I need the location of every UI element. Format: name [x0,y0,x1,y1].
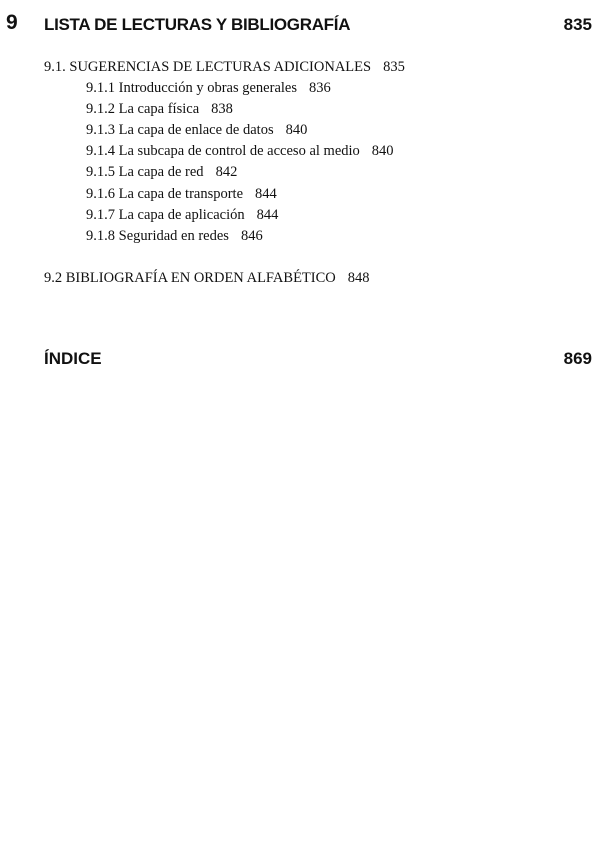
section-page: 835 [383,59,405,75]
subsection-title: La capa de red [118,164,204,180]
subsection-number: 9.1.8 [86,228,115,244]
subsection-title: La capa de enlace de datos [118,122,274,138]
subsection-number: 9.1.5 [86,164,115,180]
toc-subsection [86,80,331,97]
toc-section-9-1 [44,59,405,76]
section-page: 848 [347,270,370,286]
toc-subsection [86,186,277,203]
subsection-title: La capa física [118,101,200,117]
subsection-title: La capa de aplicación [118,207,245,223]
toc-subsection [86,207,278,224]
section-title: SUGERENCIAS DE LECTURAS ADICIONALES [69,59,372,75]
subsection-page: 844 [255,186,277,202]
subsection-page: 836 [309,80,331,96]
toc-subsection [86,164,237,181]
chapter-heading [6,11,592,37]
toc-subsection [86,143,394,160]
chapter-page-number: 835 [563,15,592,34]
subsection-page: 840 [285,122,308,138]
subsection-page: 842 [215,164,238,180]
section-number: 9.1. [44,59,66,75]
toc-subsection [86,228,263,245]
subsection-number: 9.1.4 [86,143,115,159]
index-title: ÍNDICE [44,349,102,368]
index-heading [44,349,592,373]
chapter-title: LISTA DE LECTURAS Y BIBLIOGRAFÍA [44,15,351,34]
subsection-title: Introducción y obras generales [118,80,297,96]
subsection-number: 9.1.7 [86,207,115,223]
toc-subsection [86,101,233,118]
subsection-number: 9.1.6 [86,186,115,202]
index-page-number: 869 [563,349,592,368]
subsection-page: 840 [371,143,394,159]
section-number: 9.2 [44,270,63,286]
subsection-number: 9.1.2 [86,101,115,117]
subsection-title: Seguridad en redes [118,228,229,244]
subsection-page: 846 [240,228,263,244]
subsection-title: La capa de transporte [118,186,244,202]
toc-subsection [86,122,307,139]
subsection-number: 9.1.3 [86,122,115,138]
section-title: BIBLIOGRAFÍA EN ORDEN ALFABÉTICO [65,270,336,286]
subsection-title: La subcapa de control de acceso al medio [118,143,360,159]
toc-section-9-2 [44,270,370,287]
subsection-page: 838 [211,101,233,117]
subsection-page: 844 [256,207,279,223]
subsection-number: 9.1.1 [86,80,115,96]
chapter-number: 9 [6,11,18,34]
